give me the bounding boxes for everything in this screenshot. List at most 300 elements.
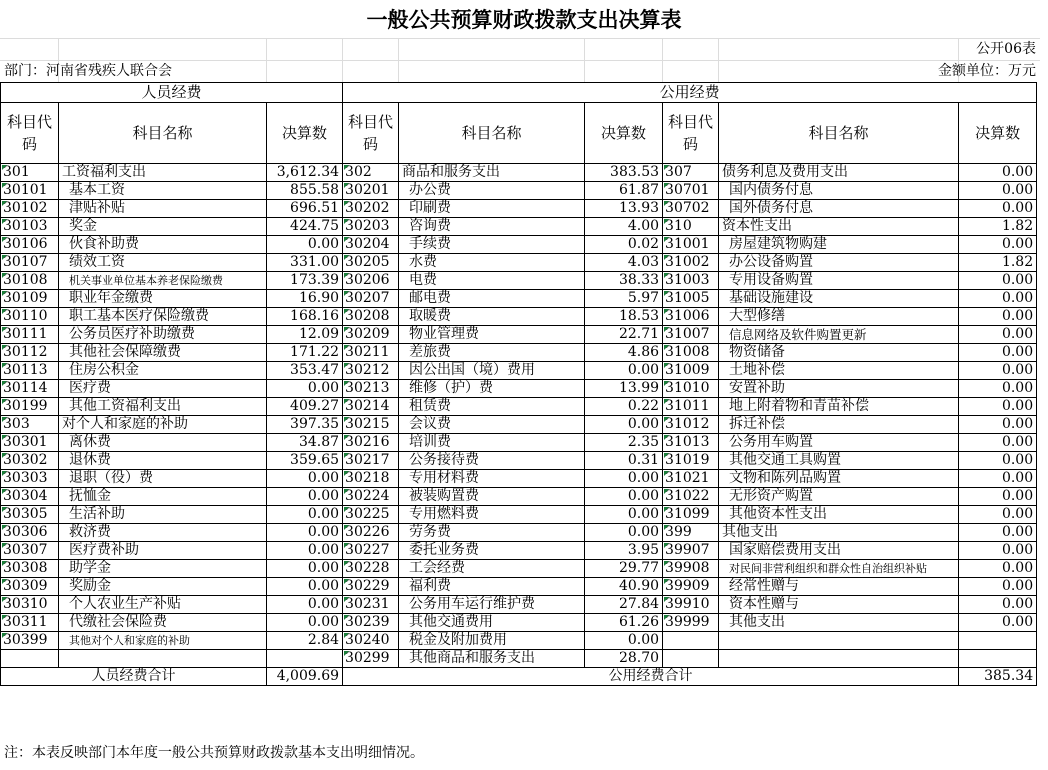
table-row bbox=[1, 524, 1037, 542]
cell-name: 医疗费补助 bbox=[59, 542, 267, 560]
cell-amount: 0.00 bbox=[585, 488, 663, 506]
cell-code: 30306 bbox=[1, 524, 59, 542]
cell-indicator-icon bbox=[664, 525, 669, 530]
cell-indicator-icon bbox=[664, 453, 669, 458]
cell-indicator-icon bbox=[344, 183, 349, 188]
cell-code: 31011 bbox=[663, 398, 719, 416]
cell-amount: 40.90 bbox=[585, 578, 663, 596]
amount-unit-label: 金额单位：万元 bbox=[938, 63, 1036, 79]
cell-code: 30201 bbox=[343, 182, 399, 200]
cell-indicator-icon bbox=[344, 273, 349, 278]
cell-code: 30226 bbox=[343, 524, 399, 542]
cell-amount: 0.00 bbox=[959, 578, 1037, 596]
cell-code: 30239 bbox=[343, 614, 399, 632]
cell-code: 30309 bbox=[1, 578, 59, 596]
cell-name: 离休费 bbox=[59, 434, 267, 452]
cell-indicator-icon bbox=[664, 543, 669, 548]
table-row bbox=[1, 362, 1037, 380]
cell-name: 津贴补贴 bbox=[59, 200, 267, 218]
cell-code: 30225 bbox=[343, 506, 399, 524]
cell-name: 物资储备 bbox=[719, 344, 959, 362]
cell-name: 其他支出 bbox=[719, 524, 959, 542]
cell-name: 专用材料费 bbox=[399, 470, 585, 488]
cell-code: 30307 bbox=[1, 542, 59, 560]
cell-amount: 0.00 bbox=[959, 452, 1037, 470]
cell-amount: 0.00 bbox=[959, 506, 1037, 524]
cell-amount: 696.51 bbox=[267, 200, 343, 218]
cell-amount: 0.00 bbox=[267, 596, 343, 614]
cell-name: 公务用车运行维护费 bbox=[399, 596, 585, 614]
cell-code: 30102 bbox=[1, 200, 59, 218]
cell-name bbox=[719, 650, 959, 668]
cell-indicator-icon bbox=[344, 363, 349, 368]
cell-code bbox=[1, 650, 59, 668]
cell-name: 公务用车购置 bbox=[719, 434, 959, 452]
cell-name: 维修（护）费 bbox=[399, 380, 585, 398]
cell-indicator-icon bbox=[344, 489, 349, 494]
cell-name: 其他对个人和家庭的补助 bbox=[59, 632, 267, 650]
cell-amount: 3.95 bbox=[585, 542, 663, 560]
cell-name: 电费 bbox=[399, 272, 585, 290]
cell-amount: 173.39 bbox=[267, 272, 343, 290]
section-header-row bbox=[1, 83, 1037, 103]
cell-amount: 2.84 bbox=[267, 632, 343, 650]
cell-code: 30218 bbox=[343, 470, 399, 488]
header-name: 科目名称 bbox=[719, 103, 959, 164]
cell-code: 30207 bbox=[343, 290, 399, 308]
table-row bbox=[1, 326, 1037, 344]
cell-name: 会议费 bbox=[399, 416, 585, 434]
table-row bbox=[1, 254, 1037, 272]
cell-code: 30107 bbox=[1, 254, 59, 272]
cell-amount: 0.00 bbox=[267, 506, 343, 524]
cell-code: 30106 bbox=[1, 236, 59, 254]
cell-name: 医疗费 bbox=[59, 380, 267, 398]
cell-code bbox=[663, 650, 719, 668]
cell-code: 30205 bbox=[343, 254, 399, 272]
cell-name: 物业管理费 bbox=[399, 326, 585, 344]
cell-code: 30702 bbox=[663, 200, 719, 218]
personnel-total-label: 人员经费合计 bbox=[1, 668, 267, 686]
cell-indicator-icon bbox=[344, 417, 349, 422]
cell-code: 39999 bbox=[663, 614, 719, 632]
cell-code: 30302 bbox=[1, 452, 59, 470]
cell-indicator-icon bbox=[344, 237, 349, 242]
cell-name: 土地补偿 bbox=[719, 362, 959, 380]
cell-amount: 0.00 bbox=[585, 506, 663, 524]
cell-code: 31010 bbox=[663, 380, 719, 398]
cell-name: 职工基本医疗保险缴费 bbox=[59, 308, 267, 326]
cell-indicator-icon bbox=[664, 327, 669, 332]
header-code: 科目代码 bbox=[663, 103, 719, 164]
header-amount: 决算数 bbox=[267, 103, 343, 164]
cell-code: 30113 bbox=[1, 362, 59, 380]
cell-name: 其他工资福利支出 bbox=[59, 398, 267, 416]
cell-amount: 0.00 bbox=[959, 290, 1037, 308]
cell-name: 办公费 bbox=[399, 182, 585, 200]
cell-code: 30305 bbox=[1, 506, 59, 524]
cell-amount: 0.02 bbox=[585, 236, 663, 254]
cell-name: 手续费 bbox=[399, 236, 585, 254]
cell-code: 30303 bbox=[1, 470, 59, 488]
cell-amount bbox=[267, 650, 343, 668]
cell-name: 住房公积金 bbox=[59, 362, 267, 380]
cell-amount: 0.00 bbox=[267, 542, 343, 560]
cell-amount: 0.00 bbox=[267, 470, 343, 488]
cell-name: 奖金 bbox=[59, 218, 267, 236]
cell-amount: 0.00 bbox=[959, 596, 1037, 614]
cell-indicator-icon bbox=[2, 489, 7, 494]
cell-code: 30399 bbox=[1, 632, 59, 650]
column-header-row bbox=[1, 103, 1037, 164]
cell-name: 被装购置费 bbox=[399, 488, 585, 506]
cell-name: 劳务费 bbox=[399, 524, 585, 542]
header-amount: 决算数 bbox=[959, 103, 1037, 164]
cell-name: 福利费 bbox=[399, 578, 585, 596]
cell-indicator-icon bbox=[2, 237, 7, 242]
cell-name: 职业年金缴费 bbox=[59, 290, 267, 308]
cell-amount: 0.00 bbox=[959, 200, 1037, 218]
cell-indicator-icon bbox=[344, 201, 349, 206]
cell-amount: 0.00 bbox=[585, 416, 663, 434]
cell-indicator-icon bbox=[2, 327, 7, 332]
cell-name: 邮电费 bbox=[399, 290, 585, 308]
cell-code: 30701 bbox=[663, 182, 719, 200]
cell-indicator-icon bbox=[664, 561, 669, 566]
cell-name: 经常性赠与 bbox=[719, 578, 959, 596]
cell-name: 取暖费 bbox=[399, 308, 585, 326]
cell-amount: 1.82 bbox=[959, 254, 1037, 272]
cell-code: 31022 bbox=[663, 488, 719, 506]
cell-code: 303 bbox=[1, 416, 59, 434]
cell-amount: 0.00 bbox=[959, 434, 1037, 452]
cell-code: 31013 bbox=[663, 434, 719, 452]
cell-code: 31002 bbox=[663, 254, 719, 272]
cell-amount: 0.00 bbox=[959, 362, 1037, 380]
cell-indicator-icon bbox=[344, 309, 349, 314]
cell-code: 399 bbox=[663, 524, 719, 542]
expenditure-table bbox=[0, 82, 1037, 686]
cell-indicator-icon bbox=[664, 165, 669, 170]
cell-indicator-icon bbox=[664, 183, 669, 188]
cell-code: 30213 bbox=[343, 380, 399, 398]
cell-name: 国外债务付息 bbox=[719, 200, 959, 218]
cell-code: 31005 bbox=[663, 290, 719, 308]
cell-code: 30110 bbox=[1, 308, 59, 326]
cell-amount: 0.00 bbox=[585, 362, 663, 380]
cell-name: 租赁费 bbox=[399, 398, 585, 416]
cell-amount: 4.03 bbox=[585, 254, 663, 272]
cell-code: 31021 bbox=[663, 470, 719, 488]
personnel-total-value: 4,009.69 bbox=[267, 668, 343, 686]
cell-amount: 171.22 bbox=[267, 344, 343, 362]
cell-name: 伙食补助费 bbox=[59, 236, 267, 254]
cell-code: 30301 bbox=[1, 434, 59, 452]
cell-amount: 22.71 bbox=[585, 326, 663, 344]
cell-code: 30311 bbox=[1, 614, 59, 632]
cell-amount: 29.77 bbox=[585, 560, 663, 578]
cell-indicator-icon bbox=[344, 399, 349, 404]
cell-name: 工资福利支出 bbox=[59, 164, 267, 182]
cell-amount: 0.00 bbox=[959, 344, 1037, 362]
cell-name: 培训费 bbox=[399, 434, 585, 452]
cell-code: 30224 bbox=[343, 488, 399, 506]
cell-amount: 13.99 bbox=[585, 380, 663, 398]
cell-indicator-icon bbox=[664, 219, 669, 224]
table-row bbox=[1, 344, 1037, 362]
cell-code: 30299 bbox=[343, 650, 399, 668]
cell-indicator-icon bbox=[664, 273, 669, 278]
cell-indicator-icon bbox=[344, 561, 349, 566]
section-public: 公用经费 bbox=[343, 83, 1037, 103]
public-total-label: 公用经费合计 bbox=[343, 668, 959, 686]
cell-indicator-icon bbox=[344, 435, 349, 440]
table-row bbox=[1, 200, 1037, 218]
cell-code: 31001 bbox=[663, 236, 719, 254]
table-row bbox=[1, 614, 1037, 632]
footnote: 注：本表反映部门本年度一般公共预算财政拨款基本支出明细情况。 bbox=[4, 745, 424, 761]
cell-amount: 0.00 bbox=[959, 272, 1037, 290]
cell-amount: 0.00 bbox=[267, 236, 343, 254]
cell-code: 30109 bbox=[1, 290, 59, 308]
cell-code: 30228 bbox=[343, 560, 399, 578]
cell-name: 拆迁补偿 bbox=[719, 416, 959, 434]
cell-amount: 28.70 bbox=[585, 650, 663, 668]
cell-name: 助学金 bbox=[59, 560, 267, 578]
cell-name: 奖励金 bbox=[59, 578, 267, 596]
table-row bbox=[1, 560, 1037, 578]
cell-code: 30211 bbox=[343, 344, 399, 362]
cell-indicator-icon bbox=[2, 561, 7, 566]
cell-name: 公务接待费 bbox=[399, 452, 585, 470]
cell-indicator-icon bbox=[344, 345, 349, 350]
cell-indicator-icon bbox=[664, 291, 669, 296]
cell-name: 资本性赠与 bbox=[719, 596, 959, 614]
cell-code: 307 bbox=[663, 164, 719, 182]
cell-name: 其他资本性支出 bbox=[719, 506, 959, 524]
cell-amount: 13.93 bbox=[585, 200, 663, 218]
cell-amount: 3,612.34 bbox=[267, 164, 343, 182]
cell-name: 对民间非营利组织和群众性自治组织补贴 bbox=[719, 560, 959, 578]
cell-amount: 1.82 bbox=[959, 218, 1037, 236]
cell-amount: 5.97 bbox=[585, 290, 663, 308]
cell-amount: 16.90 bbox=[267, 290, 343, 308]
cell-indicator-icon bbox=[344, 255, 349, 260]
cell-code: 30212 bbox=[343, 362, 399, 380]
cell-indicator-icon bbox=[2, 597, 7, 602]
cell-indicator-icon bbox=[2, 543, 7, 548]
table-row bbox=[1, 398, 1037, 416]
table-row bbox=[1, 434, 1037, 452]
cell-amount: 0.00 bbox=[959, 560, 1037, 578]
cell-code: 39908 bbox=[663, 560, 719, 578]
cell-amount: 0.00 bbox=[959, 380, 1037, 398]
cell-amount: 359.65 bbox=[267, 452, 343, 470]
cell-amount: 0.00 bbox=[959, 398, 1037, 416]
cell-amount: 0.00 bbox=[959, 470, 1037, 488]
cell-name bbox=[59, 650, 267, 668]
cell-code: 39909 bbox=[663, 578, 719, 596]
cell-code: 30229 bbox=[343, 578, 399, 596]
cell-indicator-icon bbox=[344, 327, 349, 332]
cell-code: 31007 bbox=[663, 326, 719, 344]
cell-amount: 0.00 bbox=[959, 524, 1037, 542]
cell-code: 30227 bbox=[343, 542, 399, 560]
cell-name: 委托业务费 bbox=[399, 542, 585, 560]
table-row bbox=[1, 470, 1037, 488]
table-row bbox=[1, 452, 1037, 470]
cell-indicator-icon bbox=[664, 615, 669, 620]
cell-name: 国家赔偿费用支出 bbox=[719, 542, 959, 560]
cell-name: 水费 bbox=[399, 254, 585, 272]
cell-amount: 0.00 bbox=[267, 488, 343, 506]
cell-name: 其他支出 bbox=[719, 614, 959, 632]
cell-amount: 0.00 bbox=[267, 560, 343, 578]
table-row bbox=[1, 290, 1037, 308]
header-amount: 决算数 bbox=[585, 103, 663, 164]
cell-name: 救济费 bbox=[59, 524, 267, 542]
cell-indicator-icon bbox=[664, 489, 669, 494]
cell-name: 专用设备购置 bbox=[719, 272, 959, 290]
cell-name: 安置补助 bbox=[719, 380, 959, 398]
cell-code: 30202 bbox=[343, 200, 399, 218]
cell-name: 商品和服务支出 bbox=[399, 164, 585, 182]
cell-code: 30215 bbox=[343, 416, 399, 434]
cell-code: 30240 bbox=[343, 632, 399, 650]
cell-name: 专用燃料费 bbox=[399, 506, 585, 524]
cell-code: 39907 bbox=[663, 542, 719, 560]
cell-name: 房屋建筑物购建 bbox=[719, 236, 959, 254]
cell-code: 30308 bbox=[1, 560, 59, 578]
cell-amount: 0.00 bbox=[267, 578, 343, 596]
cell-code: 39910 bbox=[663, 596, 719, 614]
table-row bbox=[1, 596, 1037, 614]
cell-amount bbox=[959, 632, 1037, 650]
cell-name: 税金及附加费用 bbox=[399, 632, 585, 650]
cell-amount: 0.00 bbox=[585, 524, 663, 542]
cell-indicator-icon bbox=[664, 237, 669, 242]
cell-indicator-icon bbox=[344, 381, 349, 386]
cell-code: 31008 bbox=[663, 344, 719, 362]
header-code: 科目代码 bbox=[343, 103, 399, 164]
cell-name: 债务利息及费用支出 bbox=[719, 164, 959, 182]
cell-name bbox=[719, 632, 959, 650]
cell-amount: 61.87 bbox=[585, 182, 663, 200]
cell-indicator-icon bbox=[664, 201, 669, 206]
cell-indicator-icon bbox=[2, 417, 7, 422]
cell-indicator-icon bbox=[664, 597, 669, 602]
cell-indicator-icon bbox=[344, 219, 349, 224]
cell-code: 30304 bbox=[1, 488, 59, 506]
cell-name: 无形资产购置 bbox=[719, 488, 959, 506]
table-row bbox=[1, 308, 1037, 326]
cell-name: 地上附着物和青苗补偿 bbox=[719, 398, 959, 416]
cell-indicator-icon bbox=[664, 381, 669, 386]
cell-code: 30208 bbox=[343, 308, 399, 326]
cell-code: 301 bbox=[1, 164, 59, 182]
cell-indicator-icon bbox=[2, 507, 7, 512]
cell-amount: 4.00 bbox=[585, 218, 663, 236]
cell-amount: 0.00 bbox=[959, 488, 1037, 506]
cell-name: 办公设备购置 bbox=[719, 254, 959, 272]
cell-code: 31006 bbox=[663, 308, 719, 326]
cell-name: 抚恤金 bbox=[59, 488, 267, 506]
cell-indicator-icon bbox=[2, 381, 7, 386]
header-name: 科目名称 bbox=[399, 103, 585, 164]
cell-code: 30203 bbox=[343, 218, 399, 236]
cell-name: 差旅费 bbox=[399, 344, 585, 362]
cell-amount: 0.31 bbox=[585, 452, 663, 470]
cell-indicator-icon bbox=[344, 165, 349, 170]
cell-name: 绩效工资 bbox=[59, 254, 267, 272]
cell-name: 印刷费 bbox=[399, 200, 585, 218]
cell-amount: 0.00 bbox=[267, 380, 343, 398]
cell-indicator-icon bbox=[344, 615, 349, 620]
cell-code bbox=[663, 632, 719, 650]
table-row bbox=[1, 218, 1037, 236]
cell-indicator-icon bbox=[2, 165, 7, 170]
cell-code: 30209 bbox=[343, 326, 399, 344]
cell-amount: 397.35 bbox=[267, 416, 343, 434]
cell-code: 31019 bbox=[663, 452, 719, 470]
table-row bbox=[1, 488, 1037, 506]
cell-amount: 0.00 bbox=[585, 632, 663, 650]
cell-amount bbox=[959, 650, 1037, 668]
cell-indicator-icon bbox=[2, 579, 7, 584]
cell-code: 30112 bbox=[1, 344, 59, 362]
cell-indicator-icon bbox=[2, 453, 7, 458]
cell-code: 30231 bbox=[343, 596, 399, 614]
cell-amount: 12.09 bbox=[267, 326, 343, 344]
cell-amount: 0.00 bbox=[959, 182, 1037, 200]
cell-indicator-icon bbox=[2, 345, 7, 350]
cell-name: 资本性支出 bbox=[719, 218, 959, 236]
cell-indicator-icon bbox=[664, 309, 669, 314]
cell-amount: 0.00 bbox=[267, 524, 343, 542]
cell-name: 基础设施建设 bbox=[719, 290, 959, 308]
cell-indicator-icon bbox=[344, 543, 349, 548]
cell-indicator-icon bbox=[664, 507, 669, 512]
cell-amount: 855.58 bbox=[267, 182, 343, 200]
cell-code: 310 bbox=[663, 218, 719, 236]
cell-code: 30204 bbox=[343, 236, 399, 254]
table-row bbox=[1, 650, 1037, 668]
cell-amount: 0.00 bbox=[959, 326, 1037, 344]
cell-name: 生活补助 bbox=[59, 506, 267, 524]
section-personnel: 人员经费 bbox=[1, 83, 343, 103]
cell-amount: 0.00 bbox=[267, 614, 343, 632]
cell-indicator-icon bbox=[664, 579, 669, 584]
cell-indicator-icon bbox=[344, 597, 349, 602]
cell-amount: 0.00 bbox=[585, 470, 663, 488]
cell-indicator-icon bbox=[344, 579, 349, 584]
table-row bbox=[1, 578, 1037, 596]
cell-indicator-icon bbox=[2, 309, 7, 314]
cell-amount: 0.22 bbox=[585, 398, 663, 416]
cell-name: 退职（役）费 bbox=[59, 470, 267, 488]
cell-code: 30310 bbox=[1, 596, 59, 614]
cell-indicator-icon bbox=[2, 435, 7, 440]
cell-name: 退休费 bbox=[59, 452, 267, 470]
cell-code: 30108 bbox=[1, 272, 59, 290]
cell-indicator-icon bbox=[664, 435, 669, 440]
cell-name: 代缴社会保险费 bbox=[59, 614, 267, 632]
cell-indicator-icon bbox=[344, 453, 349, 458]
table-row bbox=[1, 542, 1037, 560]
cell-name: 其他交通费用 bbox=[399, 614, 585, 632]
table-row bbox=[1, 632, 1037, 650]
cell-indicator-icon bbox=[2, 399, 7, 404]
